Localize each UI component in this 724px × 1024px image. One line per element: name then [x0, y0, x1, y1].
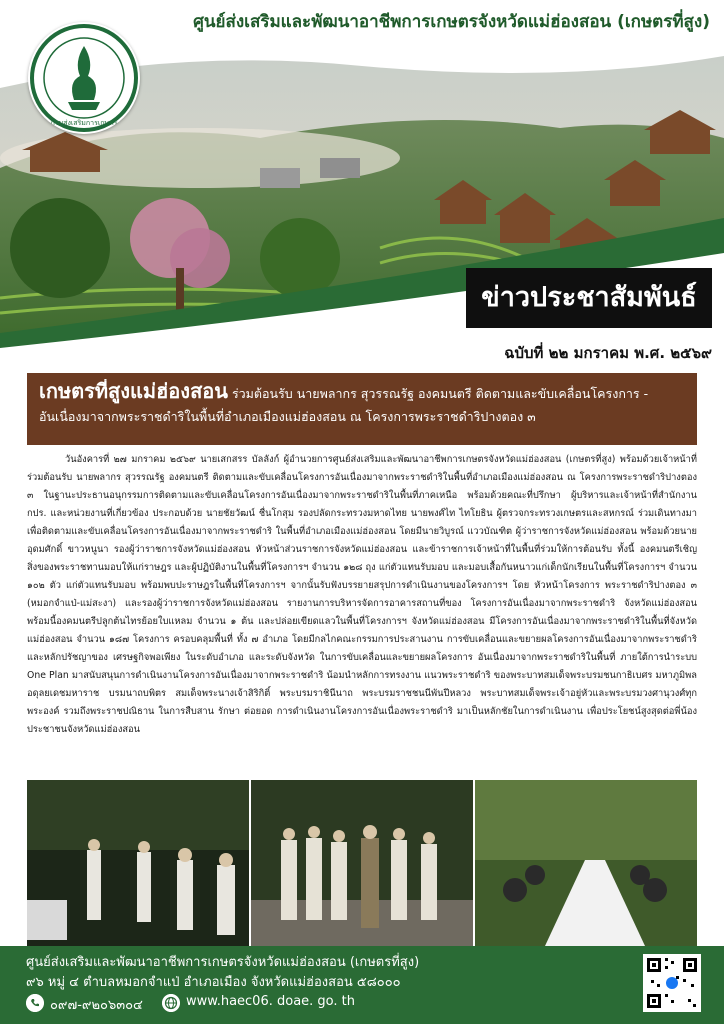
photo-strip	[27, 780, 697, 946]
phone-icon	[26, 994, 44, 1012]
footer-address: ๙๖ หมู่ ๔ ตำบลหมอกจำแป่ อำเภอเมือง จังหวัดแม่ฮ่องสอน ๕๘๐๐๐	[26, 975, 401, 990]
headline-title: เกษตรที่สูงแม่ฮ่องสอน	[39, 379, 228, 403]
footer-website[interactable]: www.haec06. doae. go. th	[186, 994, 356, 1009]
photo-guard-of-honor	[27, 780, 249, 946]
footer	[0, 946, 724, 1024]
page-header-title: ศูนย์ส่งเสริมและพัฒนาอาชีพการเกษตรจังหวัดแม่ฮ่องสอน (เกษตรที่สูง)	[193, 12, 710, 32]
headline-subtitle-2: อันเนื่องมาจากพระราชดำริในพื้นที่อำเภอเมืองแม่ฮ่องสอน ณ โครงการพระราชดำริปางตอง ๓	[39, 409, 536, 424]
headline-line-1	[39, 379, 687, 406]
headline-subtitle-1: ร่วมต้อนรับ นายพลากร สุวรรณรัฐ องคมนตรี ติดตามและขับเคลื่อนโครงการ -	[227, 386, 649, 401]
news-category-banner: ข่าวประชาสัมพันธ์	[466, 268, 712, 328]
photo-meeting-table	[475, 780, 697, 946]
article-body: วันอังคารที่ ๒๗ มกราคม ๒๕๖๙ นายเสกสรร บัลลังก์ ผู้อำนวยการศูนย์ส่งเสริมและพัฒนาอาชีพการเกษตรจังหวัดแม่ฮ่องสอน (เกษตรที่สูง) พร้อมด้วยเจ้าหน้าที่ ร่วมต้อนรับ นายพลากร สุวรรณรัฐ องคมนตรี ติดตามและขับเคลื่อนโครงการอันเนื่องมาจากพระราชดำริในพื้นที่อำเภอเมืองแม่ฮ่องสอน ณ โครงการพระราชดำริปางตอง ๓ ในฐานะประธานอนุกรรมการติดตามและขับเคลื่อนโครงการอันเนื่องมาจากพระราชดำริในพื้นที่ภาคเหนือ พร้อมด้วยคณะที่ปรึกษา ผู้บริหารและเจ้าหน้าที่สำนักงาน กปร. และหน่วยงานที่เกี่ยวข้อง ประกอบด้วย นายชัยวัฒน์ ชื่นโกสุม รองปลัดกระทรวงมหาดไทย นายพงศ์ไท ไทโยธิน ผู้ตรวจกระทรวงเกษตรและสหกรณ์ ร่วมเดินทางมาเพื่อติดตามและขับเคลื่อนโครงการอันเนื่องมาจากพระราชดำริ ในพื้นที่อำเภอเมืองแม่ฮ่องสอน โดยมีนายวิบูรณ์ แววบัณฑิต ผู้ว่าราชการจังหวัดแม่ฮ่องสอน พร้อมด้วยนายอุดมศักดิ์ ขาวหนูนา รองผู้ว่าราชการจังหวัดแม่ฮ่องสอน หัวหน้าส่วนราชการจังหวัดแม่ฮ่องสอน และข้าราชการเจ้าหน้าที่ในพื้นที่ร่วมให้การต้อนรับ ทั้งนี้ องคมนตรีเชิญสิ่งของพระราชทานมอบให้แก่ราษฎร และผู้ปฏิบัติงานในพื้นที่โครงการฯ จำนวน ๑๒๘ ถุง แก่ตัวแทนรับมอบ และมอบเสื้อกันหนาวแก่เด็กนักเรียนในพื้นที่โครงการฯ จำนวน ๑๐๒ ตัว แก่ตัวแทนรับมอบ พร้อมพบปะราษฎรในพื้นที่โครงการฯ จากนั้นรับฟังบรรยายสรุปการดำเนินงานของโครงการฯ โดย หัวหน้าโครงการ พระราชดำริปางตอง ๓ (หมอกจำแป่-แม่สะงา) และรองผู้ว่าราชการจังหวัดแม่ฮ่องสอน รายงานการบริหารจัดการอาคารสถานที่ของ โครงการอันเนื่องมาจากพระราชดำริ จังหวัดแม่ฮ่องสอน พร้อมนี้องคมนตรีปลูกต้นไทรย้อยใบแหลม จำนวน ๑ ต้น และปล่อยเขียดแลวในพื้นที่โครงการฯ จังหวัดแม่ฮ่องสอน มีโครงการอันเนื่องมาจากพระราชดำริในพื้นที่จังหวัดแม่ฮ่องสอน จำนวน ๑๘๗ โครงการ ครอบคลุมพื้นที่ ทั้ง ๗ อำเภอ โดยมีกลไกคณะกรรมการประสานงาน การขับเคลื่อนและขยายผลโครงการอันเนื่องมาจากพระราชดำริและหลักปรัชญาของ เศรษฐกิจพอเพียง ในระดับอำเภอ และระดับจังหวัด ในการขับเคลื่อนและขยายผลโครงการ อันเนื่องมาจากพระราชดำริในพื้นที่ ภายใต้การนำระบบ One Plan มาสนับสนุนการดำเนินงานโครงการอันเนื่องมาจากพระราชดำริ น้อมนำหลักการทรงงาน แนวพระราชดำริ ของพระบาทสมเด็จพระบรมชนกาธิเบศร มหาภูมิพลอดุลยเดชมหาราช บรมนาถบพิตร สมเด็จพระนางเจ้าสิริกิติ์ พระบรมราชินีนาถ พระบรมราชชนนีพันปีหลวง พระบาทสมเด็จพระเจ้าอยู่หัวและพระบรมวงศานุวงศ์ทุกพระองค์ รวมถึงพระราชปณิธาน ในการสืบสาน รักษา ต่อยอด การดำเนินงานโครงการอันเนื่องพระราชดำริ มาเป็นหลักชัยในการดำเนินงาน เพื่อประโยชน์สูงสุดต่อพี่น้องประชาชนจังหวัดแม่ฮ่องสอน	[27, 454, 697, 735]
photo-officials-group	[251, 780, 473, 946]
website-icon	[162, 994, 180, 1012]
department-logo	[28, 22, 140, 134]
issue-date: ฉบับที่ ๒๒ มกราคม พ.ศ. ๒๕๖๙	[504, 344, 712, 362]
footer-org-name: ศูนย์ส่งเสริมและพัฒนาอาชีพการเกษตรจังหวัดแม่ฮ่องสอน (เกษตรที่สูง)	[26, 955, 420, 970]
footer-phone: ๐๙๗-๙๒๐๖๓๐๔	[50, 998, 143, 1013]
svg-text:กรมส่งเสริมการเกษตร: กรมส่งเสริมการเกษตร	[50, 119, 118, 127]
headline-box	[27, 373, 697, 445]
qr-code[interactable]	[643, 954, 701, 1012]
